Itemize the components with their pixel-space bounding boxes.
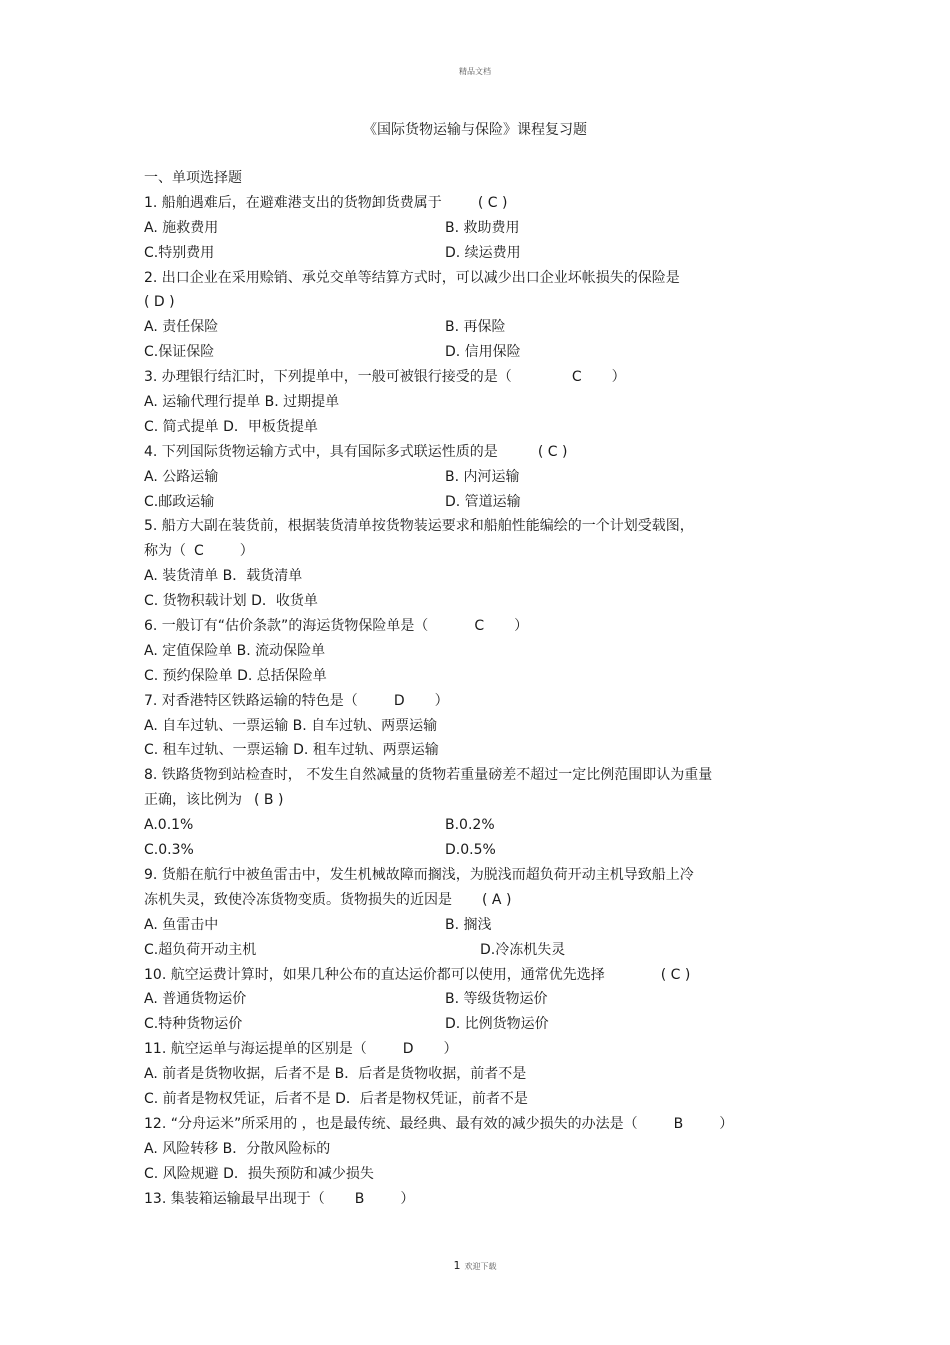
options-row: C. 预约保险单 D. 总括保险单 <box>144 667 327 684</box>
question-2: 2. 出口企业在采用赊销、承兑交单等结算方式时，可以减少出口企业坏帐损失的保险是 <box>144 269 680 286</box>
options-row: A. 风险转移 B．分散风险标的 <box>144 1140 331 1157</box>
answer: ( B ) <box>254 792 284 809</box>
answer: ( A ) <box>482 891 512 908</box>
options-row: C.保证保险 D. 信用保险 <box>144 344 521 361</box>
answer: D <box>393 692 405 709</box>
options-row: C. 风险规避 D．损失预防和减少损失 <box>144 1165 374 1182</box>
options-row: C.邮政运输 D. 管道运输 <box>144 493 521 510</box>
question-5: 5. 船方大副在装货前，根据装货清单按货物装运要求和船舶性能编绘的一个计划受载图， <box>144 518 694 535</box>
question-8: 8. 铁路货物到站检查时， 不发生自然减量的货物若重量磅差不超过一定比例范围即认为重量 <box>144 767 713 784</box>
options-row: A. 鱼雷击中 B. 搁浅 <box>144 916 492 933</box>
options-row: C. 前者是物权凭证，后者不是 D．后者是物权凭证，前者不是 <box>144 1090 528 1107</box>
answer: ( C ) <box>477 194 508 211</box>
question-9: 9. 货船在航行中被鱼雷击中，发生机械故障而搁浅，为脱浅而超负荷开动主机导致船上冷 <box>144 866 694 883</box>
section-heading: 一、单项选择题 <box>144 170 242 186</box>
options-row: C. 简式提单 D．甲板货提单 <box>144 418 318 435</box>
options-row: C. 租车过轨、一票运输 D. 租车过轨、两票运输 <box>144 742 439 759</box>
question-10: 10. 航空运费计算时，如果几种公布的直达运价都可以使用，通常优先选择 ( C ) <box>144 966 691 983</box>
question-9-cont: 冻机失灵，致使冷冻货物变质。货物损失的近因是 ( A ) <box>144 891 512 908</box>
question-11: 11. 航空运单与海运提单的区别是（ D ） <box>144 1041 458 1058</box>
options-row: C. 货物积载计划 D．收货单 <box>144 593 318 610</box>
answer: B <box>673 1115 684 1132</box>
options-row: A. 装货清单 B．载货清单 <box>144 568 303 585</box>
question-12: 12. “分舟运米”所采用的 ，也是最传统、最经典、最有效的减少损失的办法是（ B ） <box>144 1115 734 1132</box>
answer: ( C ) <box>537 443 568 460</box>
question-list <box>144 166 824 1211</box>
options-row: C.0.3% D.0.5% <box>144 842 496 859</box>
answer: C <box>571 369 582 386</box>
answer: C <box>194 543 204 560</box>
options-row: A. 普通货物运价 B. 等级货物运价 <box>144 991 548 1008</box>
header-watermark: 精品文档 <box>459 67 491 76</box>
footer-note: 欢迎下载 <box>464 1262 497 1271</box>
options-row: A. 自车过轨、一票运输 B. 自车过轨、两票运输 <box>144 717 438 734</box>
answer: ( D ) <box>144 294 175 311</box>
options-row: A. 责任保险 B. 再保险 <box>144 319 506 336</box>
options-row: A. 前者是货物收据，后者不是 B．后者是货物收据，前者不是 <box>144 1066 527 1083</box>
question-5-cont: 称为（ C ） <box>144 543 254 560</box>
answer: C <box>474 618 485 635</box>
options-row: A. 公路运输 B. 内河运输 <box>144 468 520 485</box>
options-row: C.特别费用 D. 续运费用 <box>144 244 521 261</box>
question-7: 7. 对香港特区铁路运输的特色是（ D ） <box>144 692 449 709</box>
page-number: 1 <box>453 1259 461 1272</box>
question-13: 13. 集装箱运输最早出现于（ B ） <box>144 1190 415 1207</box>
document-title: 《国际货物运输与保险》课程复习题 <box>363 122 587 138</box>
options-row: A. 运输代理行提单 B. 过期提单 <box>144 394 340 411</box>
question-6: 6. 一般订有“估价条款”的海运货物保险单是（ C ） <box>144 618 529 635</box>
options-row: A. 施救费用 B. 救助费用 <box>144 219 520 236</box>
answer: B <box>354 1190 365 1207</box>
page-footer <box>0 1259 950 1272</box>
question-3: 3. 办理银行结汇时，下列提单中，一般可被银行接受的是（ C ） <box>144 369 626 386</box>
question-4: 4. 下列国际货物运输方式中，具有国际多式联运性质的是 ( C ) <box>144 443 568 460</box>
question-1: 1. 船舶遇难后，在避难港支出的货物卸货费属于 ( C ) <box>144 194 508 211</box>
answer: D <box>402 1041 414 1058</box>
question-8-cont: 正确，该比例为 ( B ) <box>144 792 284 809</box>
options-row: C.超负荷开动主机 D.冷冻机失灵 <box>144 941 566 958</box>
options-row: A. 定值保险单 B. 流动保险单 <box>144 642 326 659</box>
answer: ( C ) <box>660 966 691 983</box>
options-row: C.特种货物运价 D. 比例货物运价 <box>144 1016 549 1033</box>
options-row: A.0.1% B.0.2% <box>144 817 495 834</box>
